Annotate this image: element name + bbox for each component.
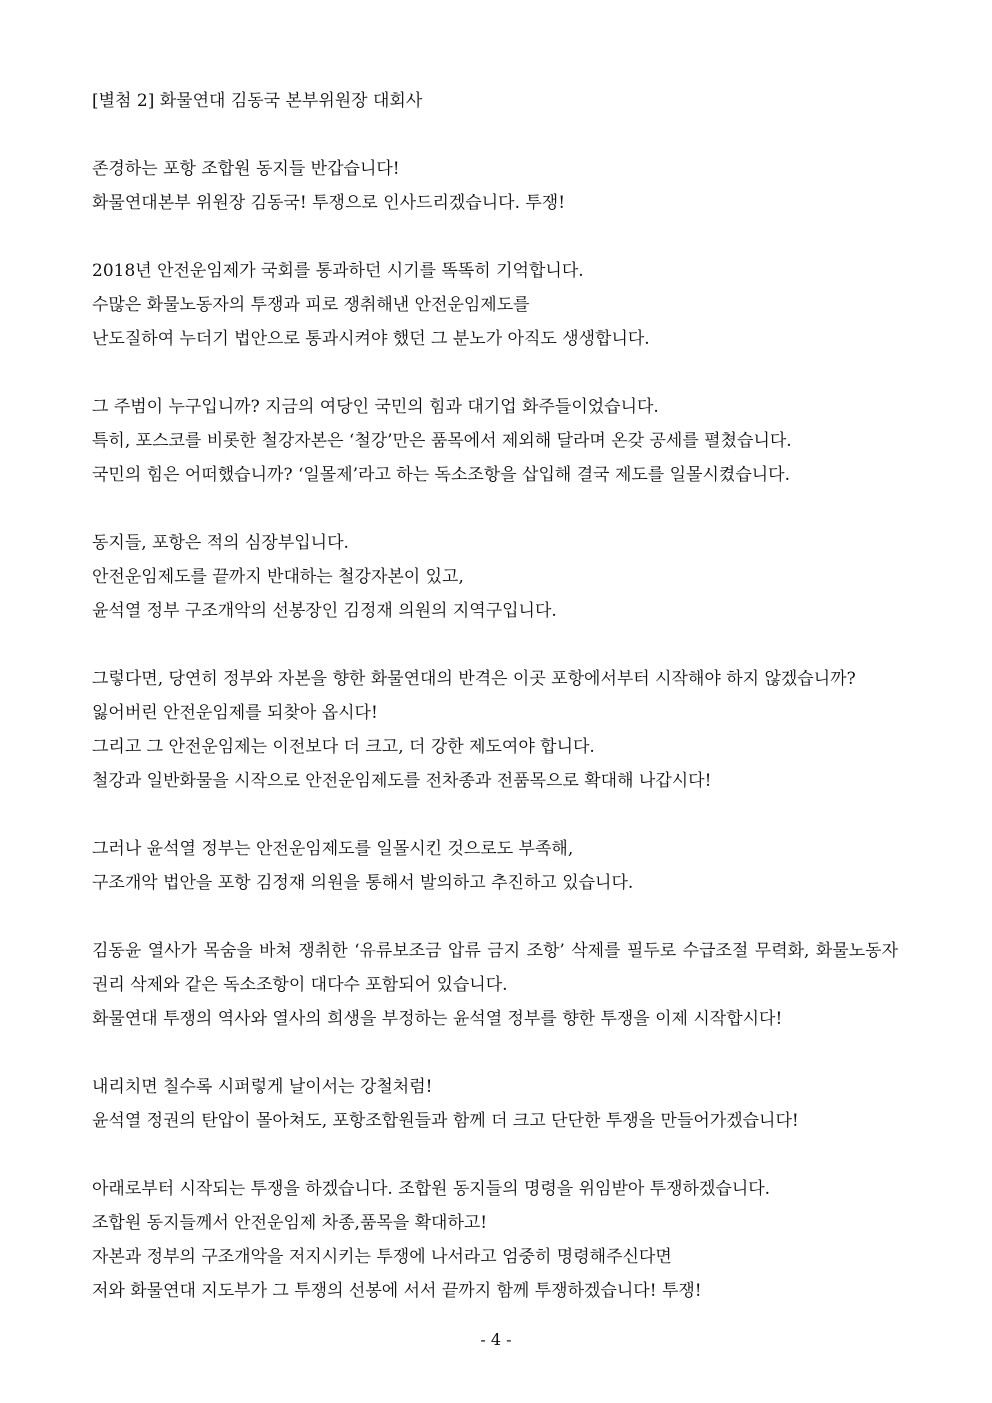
- text-line: 국민의 힘은 어떠했습니까? ‘일몰제’라고 하는 독소조항을 삽입해 결국 제도를 일몰시켰습니다.: [92, 465, 790, 485]
- text-line: 난도질하여 누더기 법안으로 통과시켜야 했던 그 분노가 아직도 생생합니다.: [92, 329, 650, 349]
- text-line: 그렇다면, 당연히 정부와 자본을 향한 화물연대의 반격은 이곳 포항에서부터 시작해야 하지 않겠습니까?: [92, 669, 856, 689]
- text-line: 동지들, 포항은 적의 심장부입니다.: [92, 533, 349, 553]
- text-line: 존경하는 포항 조합원 동지들 반갑습니다!: [92, 159, 400, 179]
- text-line: 저와 화물연대 지도부가 그 투쟁의 선봉에 서서 끝까지 함께 투쟁하겠습니다! 투쟁!: [92, 1281, 702, 1301]
- text-line: 윤석열 정부 구조개악의 선봉장인 김정재 의원의 지역구입니다.: [92, 601, 557, 621]
- paragraph-2018: [92, 254, 898, 356]
- text-line: 자본과 정부의 구조개악을 저지시키는 투쟁에 나서라고 엄중히 명령해주신다면: [92, 1247, 672, 1267]
- paragraph-culprit: [92, 390, 898, 492]
- paragraph-government: [92, 832, 898, 900]
- text-line: 그 주범이 누구입니까? 지금의 여당인 국민의 힘과 대기업 화주들이었습니다.: [92, 397, 659, 417]
- text-line: 아래로부터 시작되는 투쟁을 하겠습니다. 조합원 동지들의 명령을 위임받아 투쟁하겠습니다.: [92, 1179, 771, 1199]
- paragraph-martyr: [92, 934, 898, 1036]
- text-line: 윤석열 정권의 탄압이 몰아쳐도, 포항조합원들과 함께 더 크고 단단한 투쟁을 만들어가겠습니다!: [92, 1111, 799, 1131]
- text-line: 철강과 일반화물을 시작으로 안전운임제도를 전차종과 전품목으로 확대해 나갑시다!: [92, 771, 712, 791]
- paragraph-greeting: [92, 152, 898, 220]
- paragraph-closing: [92, 1172, 898, 1308]
- text-line: 안전운임제도를 끝까지 반대하는 철강자본이 있고,: [92, 567, 464, 587]
- text-line: 화물연대본부 위원장 김동국! 투쟁으로 인사드리겠습니다. 투쟁!: [92, 193, 566, 213]
- paragraph-counterattack: [92, 662, 898, 798]
- paragraph-pohang: [92, 526, 898, 628]
- text-line: 2018년 안전운임제가 국회를 통과하던 시기를 똑똑히 기억합니다.: [92, 261, 584, 281]
- document-body: [92, 84, 898, 1308]
- document-heading: [별첨 2] 화물연대 김동국 본부위원장 대회사: [92, 91, 423, 111]
- text-line: 조합원 동지들께서 안전운임제 차종,품목을 확대하고!: [92, 1213, 488, 1233]
- page-number: - 4 -: [480, 1330, 512, 1349]
- text-line: 수많은 화물노동자의 투쟁과 피로 쟁취해낸 안전운임제도를: [92, 295, 530, 315]
- text-line: 화물연대 투쟁의 역사와 열사의 희생을 부정하는 윤석열 정부를 향한 투쟁을 이제 시작합시다!: [92, 1009, 783, 1029]
- text-line: 구조개악 법안을 포항 김정재 의원을 통해서 발의하고 추진하고 있습니다.: [92, 873, 634, 893]
- text-line: 김동윤 열사가 목숨을 바쳐 쟁취한 ‘유류보조금 압류 금지 조항’ 삭제를 필두로 수급조절 무력화, 화물노동자 권리 삭제와 같은 독소조항이 대다수 포함되어 있습니다.: [92, 941, 898, 995]
- text-line: 잃어버린 안전운임제를 되찾아 옵시다!: [92, 703, 378, 723]
- text-line: 그리고 그 안전운임제는 이전보다 더 크고, 더 강한 제도여야 합니다.: [92, 737, 595, 757]
- text-line: 특히, 포스코를 비롯한 철강자본은 ‘철강’만은 품목에서 제외해 달라며 온갖 공세를 펼쳤습니다.: [92, 431, 792, 451]
- paragraph-steel: [92, 1070, 898, 1138]
- text-line: 내리치면 칠수록 시퍼렇게 날이서는 강철처럼!: [92, 1077, 433, 1097]
- text-line: 그러나 윤석열 정부는 안전운임제도를 일몰시킨 것으로도 부족해,: [92, 839, 574, 859]
